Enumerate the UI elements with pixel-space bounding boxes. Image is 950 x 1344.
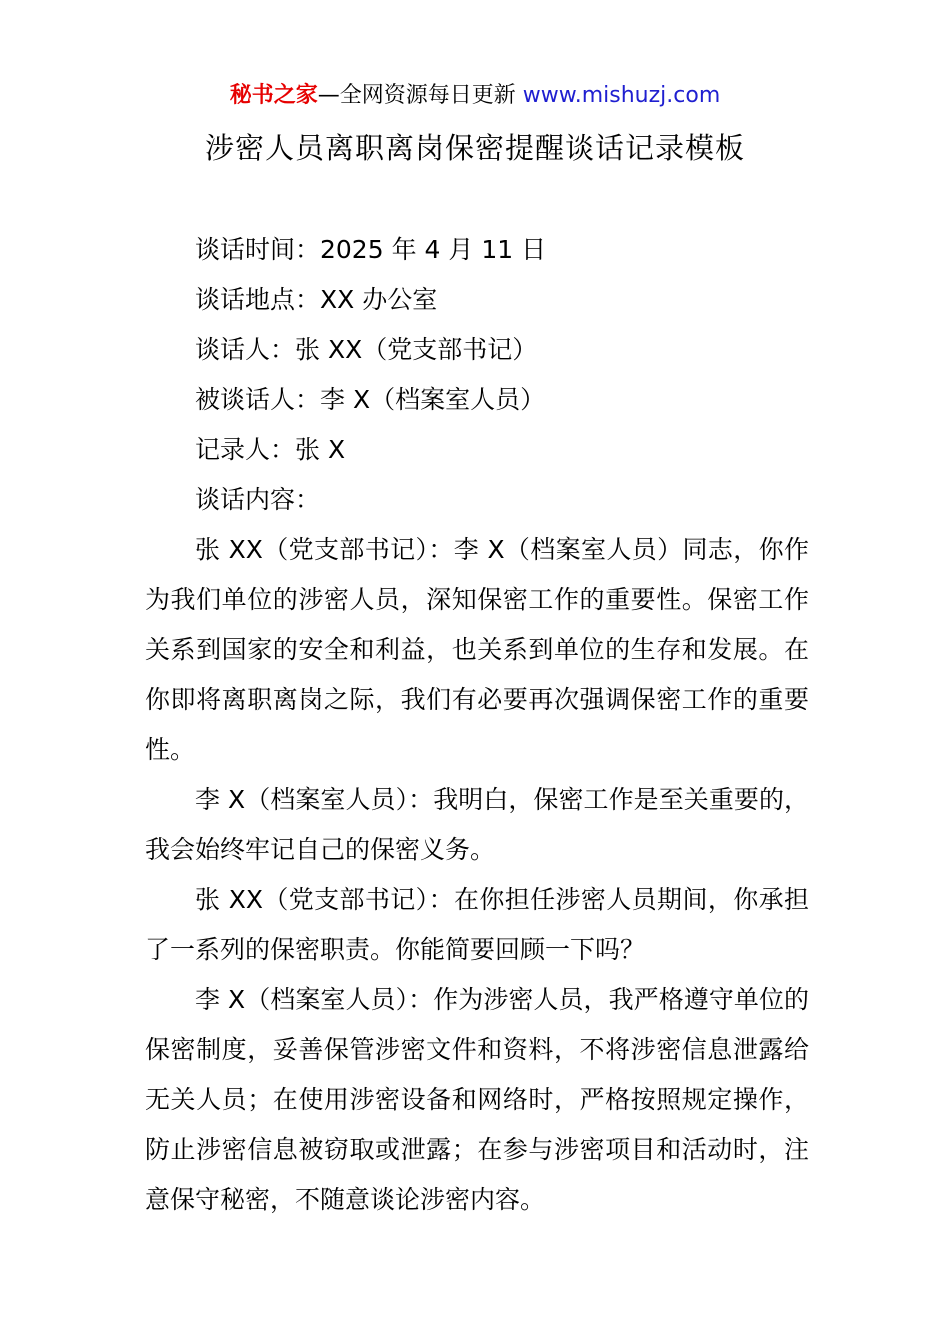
meta-time: 谈话时间：2025 年 4 月 11 日 [195,235,547,264]
dialogue-paragraph: 李 X（档案室人员）：我明白，保密工作是至关重要的，我会始终牢记自己的保密义务。 [145,785,809,864]
site-tagline: —全网资源每日更新 [317,83,516,108]
meta-interviewer: 谈话人：张 XX（党支部书记） [195,335,538,364]
document-title: 涉密人员离职离岗保密提醒谈话记录模板 [204,131,745,165]
dialogue-paragraph: 张 XX（党支部书记）：在你担任涉密人员期间，你承担了一系列的保密职责。你能简要回顾一下吗？ [145,885,809,964]
site-header [0,80,950,112]
site-brand: 秘书之家 [229,83,318,108]
site-url-link[interactable]: www.mishuzj.com [522,83,721,108]
meta-interviewee: 被谈话人：李 X（档案室人员） [195,385,546,414]
meta-location: 谈话地点：XX 办公室 [195,285,438,314]
meta-content-label: 谈话内容： [195,485,321,514]
dialogue-paragraph: 张 XX（党支部书记）：李 X（档案室人员）同志，你作为我们单位的涉密人员，深知保密工作的重要性。保密工作关系到国家的安全和利益，也关系到单位的生存和发展。在你即将离职离岗之际，我们有必要再次强调保密工作的重要性。 [145,535,809,764]
document-body [145,225,809,1225]
meta-recorder: 记录人：张 X [195,435,346,464]
dialogue-paragraph: 李 X（档案室人员）：作为涉密人员，我严格遵守单位的保密制度，妥善保管涉密文件和资料，不将涉密信息泄露给无关人员；在使用涉密设备和网络时，严格按照规定操作，防止涉密信息被窃取或泄露；在参与涉密项目和活动时，注意保守秘密，不随意谈论涉密内容。 [145,985,809,1214]
